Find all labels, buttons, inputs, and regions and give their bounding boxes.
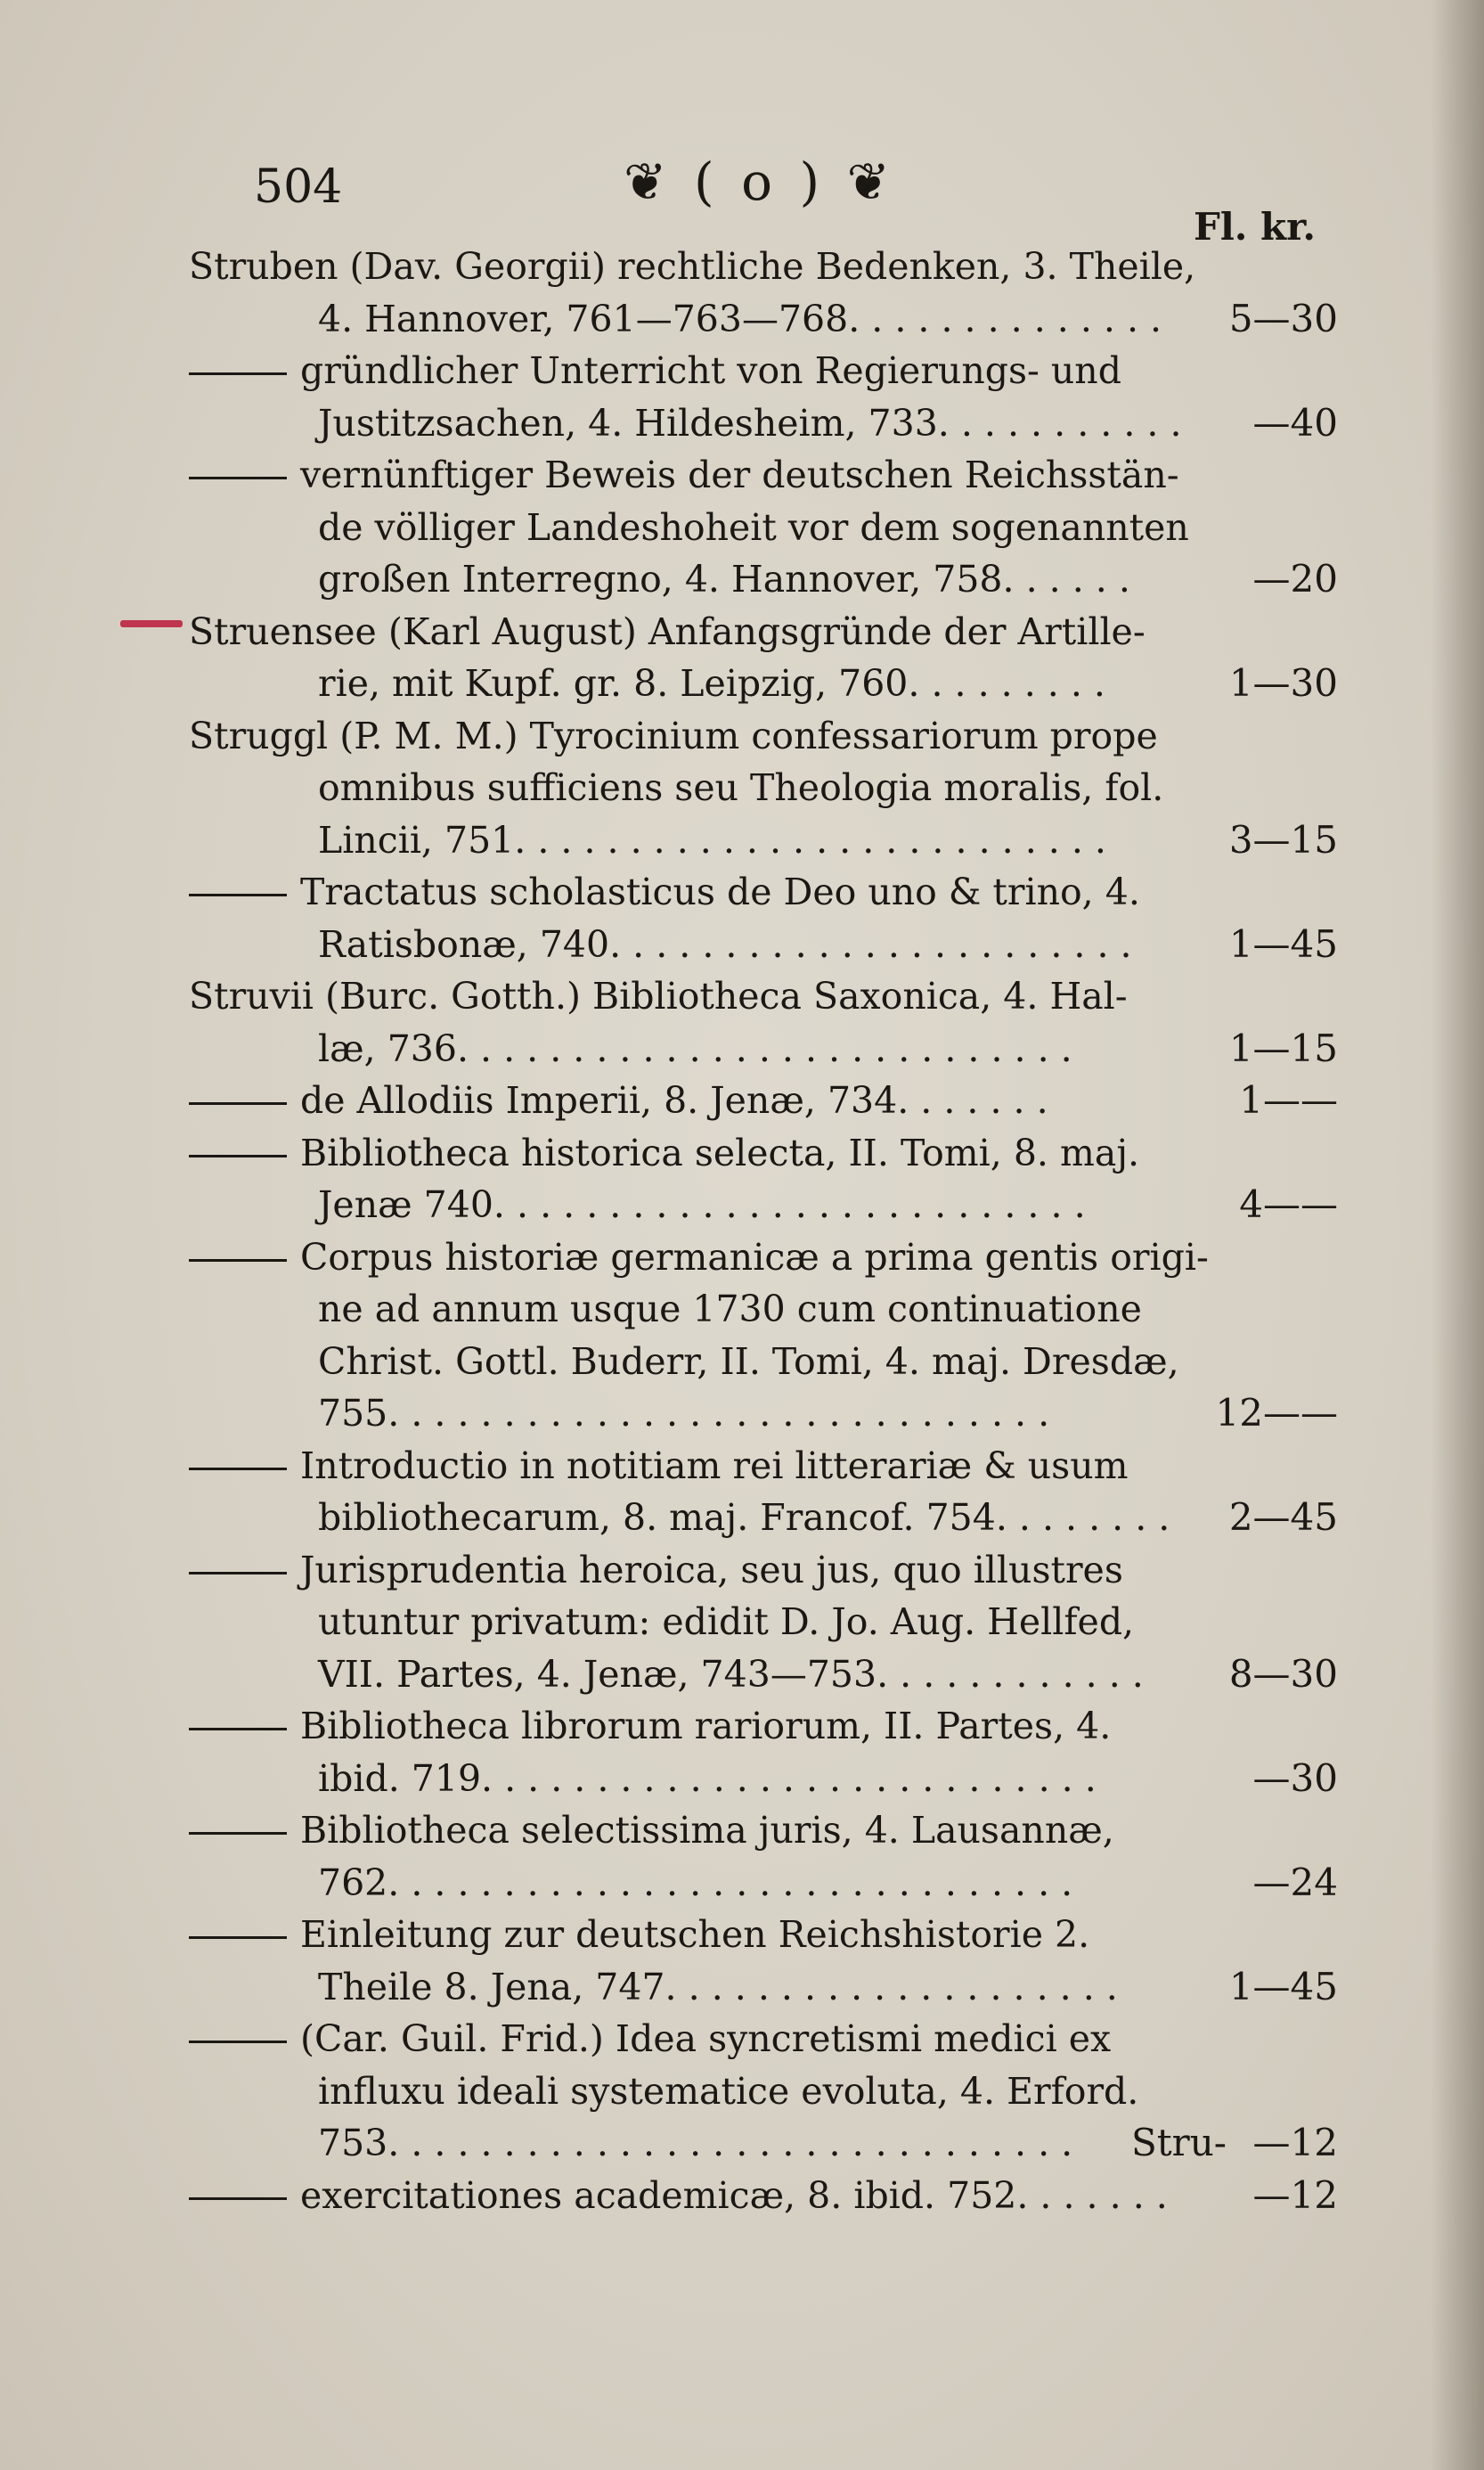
entry-text: Introductio in notitiam rei litterariæ & usum (300, 1444, 1129, 1487)
entry-text: utuntur privatum: edidit D. Jo. Aug. Hellfed, (318, 1600, 1135, 1643)
entry-line (189, 1075, 1338, 1127)
entry-price: —12 (1252, 2121, 1338, 2164)
entry-text: 4. Hannover, 761—763—768. . . . . . . . . . . . . . (318, 297, 1162, 340)
entry-price: —40 (1252, 400, 1338, 445)
entry-text: Bibliotheca librorum rariorum, II. Partes, 4. (300, 1705, 1112, 1747)
entry-line (189, 1283, 1338, 1336)
entry-text: Struensee (Karl August) Anfangsgründe der Artille- (189, 609, 1146, 653)
entry-text: Einleitung zur deutschen Reichshistorie 2. (300, 1913, 1090, 1956)
entry-price: —20 (1252, 557, 1338, 601)
entry-line (189, 1961, 1338, 2014)
entry-line (189, 1023, 1338, 1076)
entry-line (189, 449, 1338, 502)
entry-text: Tractatus scholasticus de Deo uno & trino, 4. (300, 871, 1140, 913)
page-header (0, 143, 1484, 249)
entry-line (189, 762, 1338, 814)
red-ink-mark (120, 620, 183, 627)
ditto-dash (189, 1440, 300, 1493)
entry-price: 1—30 (1228, 661, 1338, 705)
entry-text: ibid. 719. . . . . . . . . . . . . . . . . . . . . . . . . . . (318, 1756, 1097, 1800)
entry-line (189, 606, 1338, 658)
entry-text: großen Interregno, 4. Hannover, 758. . . . . . (318, 558, 1130, 601)
entry-line (189, 241, 1338, 293)
entry-line (189, 1231, 1338, 1284)
entry-line (189, 1440, 1338, 1493)
entry-line (189, 866, 1338, 919)
entry-line (189, 345, 1338, 397)
catchword: Stru- (1131, 2121, 1227, 2164)
entry-price: 2—45 (1228, 1495, 1338, 1539)
entry-line (189, 1857, 1338, 1910)
entry-line (189, 1596, 1338, 1648)
entry-line (189, 1544, 1338, 1597)
entry-text: Christ. Gottl. Buderr, II. Tomi, 4. maj. Dresdæ, (318, 1339, 1179, 1383)
entry-text: exercitationes academicæ, 8. ibid. 752. . . . . . . (300, 2173, 1168, 2217)
entry-text: Justitzsachen, 4. Hildesheim, 733. . . . . . . . . . . (318, 401, 1182, 445)
ditto-dash (189, 1544, 300, 1597)
entry-price: 5—30 (1228, 296, 1338, 340)
entry-text: de völliger Landeshoheit vor dem sogenannten (318, 505, 1189, 549)
page-edge-shadow (1431, 0, 1484, 2470)
entry-text: Corpus historiæ germanicæ a prima gentis origi- (300, 1235, 1209, 1279)
ditto-dash (189, 1700, 300, 1753)
catalogue-entries (189, 241, 1338, 2221)
entry-text: Theile 8. Jena, 747. . . . . . . . . . . . . . . . . . . . (318, 1965, 1118, 2008)
ditto-dash (189, 866, 300, 919)
entry-text: Bibliotheca historica selecta, II. Tomi, 8. maj. (300, 1131, 1140, 1174)
entry-line (189, 970, 1338, 1023)
entry-line (189, 1700, 1338, 1753)
entry-price: —24 (1252, 1860, 1338, 1904)
entry-text: (Car. Guil. Frid.) Idea syncretismi medici ex (300, 2017, 1112, 2060)
entry-line (189, 1492, 1338, 1544)
entry-text: læ, 736. . . . . . . . . . . . . . . . . . . . . . . . . . . (318, 1026, 1072, 1070)
ditto-dash (189, 2170, 300, 2222)
entry-text: Struggl (P. M. M.) Tyrocinium confessariorum prope (189, 714, 1158, 757)
entry-line (189, 1127, 1338, 1180)
entry-line (189, 2013, 1338, 2065)
entry-text: ne ad annum usque 1730 cum continuatione (318, 1288, 1142, 1330)
entry-line (189, 293, 1338, 346)
entry-price: —12 (1252, 2172, 1338, 2217)
entry-text: bibliothecarum, 8. maj. Francof. 754. . . . . . . . (318, 1496, 1170, 1539)
ditto-dash (189, 1127, 300, 1180)
entry-text: gründlicher Unterricht von Regierungs- und (300, 349, 1121, 392)
entry-text: Jenæ 740. . . . . . . . . . . . . . . . . . . . . . . . . . (318, 1183, 1086, 1226)
entry-price: 12—— (1215, 1391, 1338, 1435)
entry-price: 1—45 (1228, 1964, 1338, 2008)
entry-text: vernünftiger Beweis der deutschen Reichsstän- (300, 454, 1179, 496)
price-column-heading: Fl. kr. (1194, 205, 1317, 249)
header-ornament: ❦ ( o ) ❦ (624, 151, 896, 212)
entry-line (189, 553, 1338, 606)
entry-line (189, 710, 1338, 763)
ditto-dash (189, 1909, 300, 1961)
entry-text: Struvii (Burc. Gotth.) Bibliotheca Saxonica, 4. Hal- (189, 975, 1128, 1018)
entry-text: 755. . . . . . . . . . . . . . . . . . . . . . . . . . . . . (318, 1392, 1050, 1435)
entry-text: 753. . . . . . . . . . . . . . . . . . . . . . . . . . . . . . (318, 2122, 1073, 2164)
entry-line (189, 1336, 1338, 1388)
entry-price: 8—30 (1228, 1651, 1338, 1696)
ditto-dash (189, 1075, 300, 1127)
ditto-dash (189, 1804, 300, 1857)
entry-line (189, 397, 1338, 450)
entry-line (189, 1753, 1338, 1805)
entry-text: Struben (Dav. Georgii) rechtliche Bedenken, 3. Theile, (189, 245, 1196, 288)
entry-line (189, 919, 1338, 971)
entry-text: Bibliotheca selectissima juris, 4. Lausannæ, (300, 1809, 1114, 1852)
entry-line (189, 658, 1338, 710)
entry-price: 4—— (1239, 1182, 1338, 1226)
entry-line (189, 814, 1338, 867)
entry-line (189, 1909, 1338, 1961)
entry-text: Lincii, 751. . . . . . . . . . . . . . . . . . . . . . . . . . (318, 818, 1106, 862)
entry-text: VII. Partes, 4. Jenæ, 743—753. . . . . . . . . . . . (318, 1652, 1144, 1696)
entry-price: 3—15 (1228, 817, 1338, 862)
entry-text: rie, mit Kupf. gr. 8. Leipzig, 760. . . . . . . . . (318, 662, 1105, 705)
entry-line (189, 502, 1338, 554)
ditto-dash (189, 1231, 300, 1284)
ditto-dash (189, 345, 300, 397)
entry-text: de Allodiis Imperii, 8. Jenæ, 734. . . . . . . (300, 1079, 1048, 1122)
entry-line (189, 1804, 1338, 1857)
entry-line (189, 1648, 1338, 1701)
entry-line (189, 2170, 1338, 2222)
entry-text: 762. . . . . . . . . . . . . . . . . . . . . . . . . . . . . . (318, 1861, 1073, 1904)
entry-text: omnibus sufficiens seu Theologia moralis, fol. (318, 766, 1164, 809)
entry-text: influxu ideali systematice evoluta, 4. Erford. (318, 2069, 1139, 2113)
page-number: 504 (254, 160, 343, 214)
entry-line (189, 1387, 1338, 1440)
entry-line (189, 2065, 1338, 2118)
entry-price: —30 (1252, 1755, 1338, 1800)
entry-text: Ratisbonæ, 740. . . . . . . . . . . . . . . . . . . . . . . (318, 922, 1132, 966)
entry-price: 1—15 (1228, 1026, 1338, 1070)
entry-text: Jurisprudentia heroica, seu jus, quo illustres (300, 1548, 1123, 1591)
ditto-dash (189, 2013, 300, 2065)
entry-price: 1—45 (1228, 921, 1338, 966)
entry-line (189, 1179, 1338, 1231)
entry-price: 1—— (1239, 1078, 1338, 1122)
ditto-dash (189, 449, 300, 502)
